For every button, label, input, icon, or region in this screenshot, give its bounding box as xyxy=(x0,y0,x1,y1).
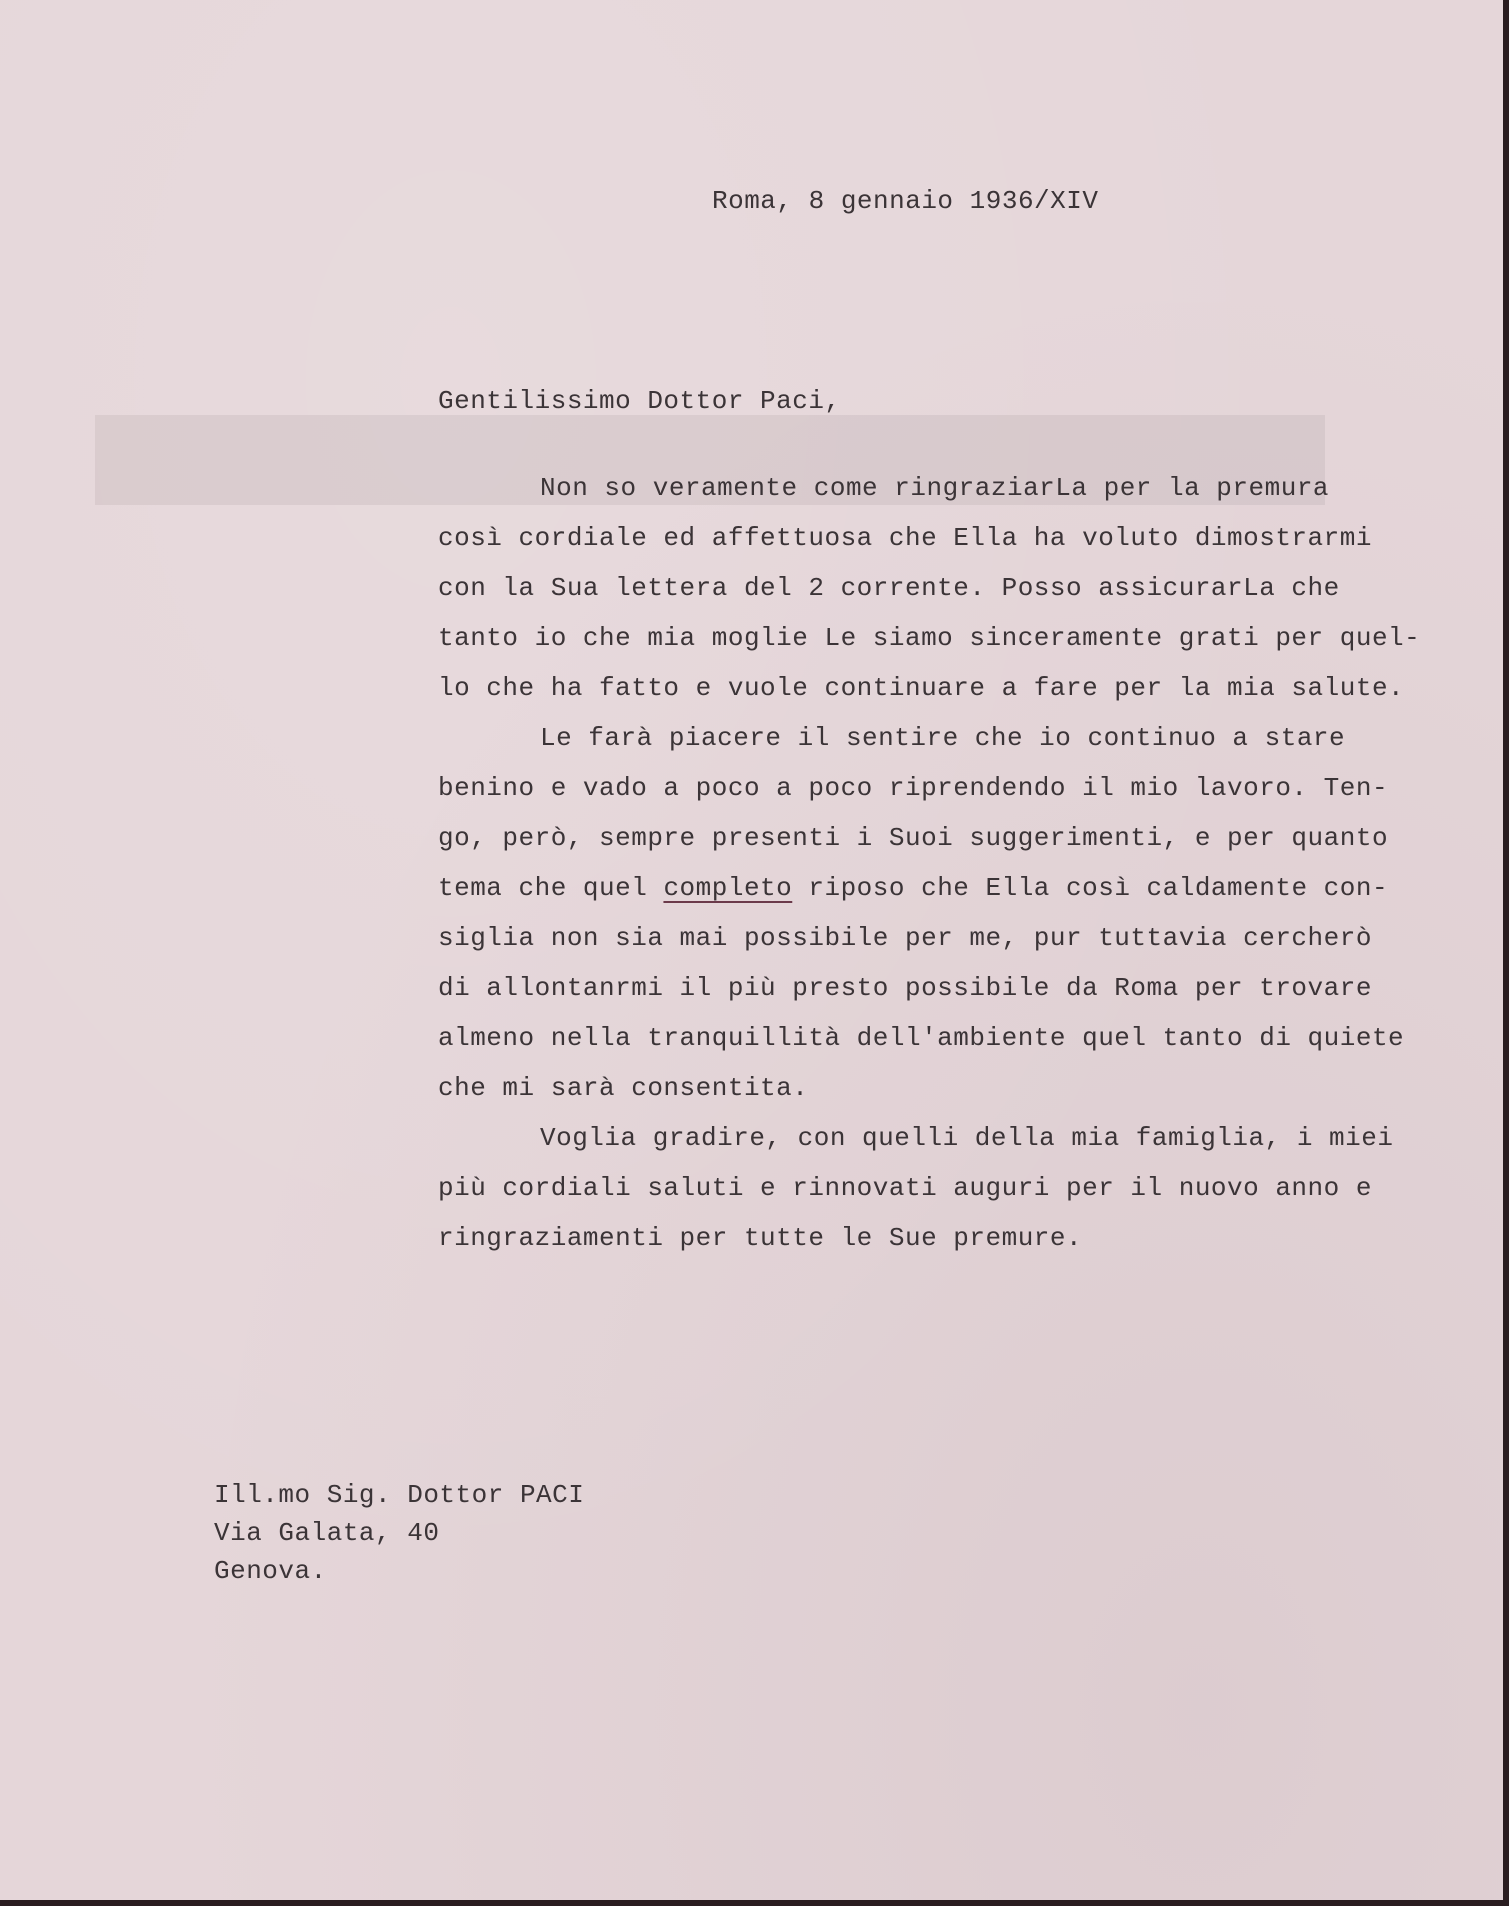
body-line: almeno nella tranquillità dell'ambiente quel tanto di quiete xyxy=(438,1023,1405,1053)
letter-body xyxy=(438,463,1478,1263)
address-line: Genova. xyxy=(214,1556,327,1586)
body-line: benino e vado a poco a poco riprendendo il mio lavoro. Ten- xyxy=(438,773,1389,803)
body-line: che mi sarà consentita. xyxy=(438,1073,809,1103)
scan-border-right xyxy=(1503,0,1509,1906)
address-line: Ill.mo Sig. Dottor PACI xyxy=(214,1480,585,1510)
salutation: Gentilissimo Dottor Paci, xyxy=(438,386,841,416)
body-line: tanto io che mia moglie Le siamo sinceramente grati per quel- xyxy=(438,623,1421,653)
body-line: di allontanrmi il più presto possibile da Roma per trovare xyxy=(438,973,1372,1003)
body-line: Non so veramente come ringraziarLa per la premura xyxy=(540,473,1330,503)
body-line: siglia non sia mai possibile per me, pur tuttavia cercherò xyxy=(438,923,1372,953)
date-line: Roma, 8 gennaio 1936/XIV xyxy=(712,186,1099,216)
body-text: tema che quel xyxy=(438,873,664,903)
scan-border-bottom xyxy=(0,1900,1509,1906)
body-line: Le farà piacere il sentire che io continuo a stare xyxy=(540,723,1346,753)
body-line: ringraziamenti per tutte le Sue premure. xyxy=(438,1223,1083,1253)
body-line: Voglia gradire, con quelli della mia famiglia, i miei xyxy=(540,1123,1394,1153)
recipient-address xyxy=(214,1476,584,1590)
body-line: così cordiale ed affettuosa che Ella ha voluto dimostrarmi xyxy=(438,523,1372,553)
body-text: riposo che Ella così caldamente con- xyxy=(792,873,1389,903)
underlined-word: completo xyxy=(663,873,793,903)
body-line: con la Sua lettera del 2 corrente. Posso assicurarLa che xyxy=(438,573,1340,603)
body-line xyxy=(438,863,1478,913)
body-line: lo che ha fatto e vuole continuare a fare per la mia salute. xyxy=(438,673,1405,703)
body-line: go, però, sempre presenti i Suoi suggerimenti, e per quanto xyxy=(438,823,1389,853)
body-line: più cordiali saluti e rinnovati auguri per il nuovo anno e xyxy=(438,1173,1372,1203)
address-line: Via Galata, 40 xyxy=(214,1518,440,1548)
